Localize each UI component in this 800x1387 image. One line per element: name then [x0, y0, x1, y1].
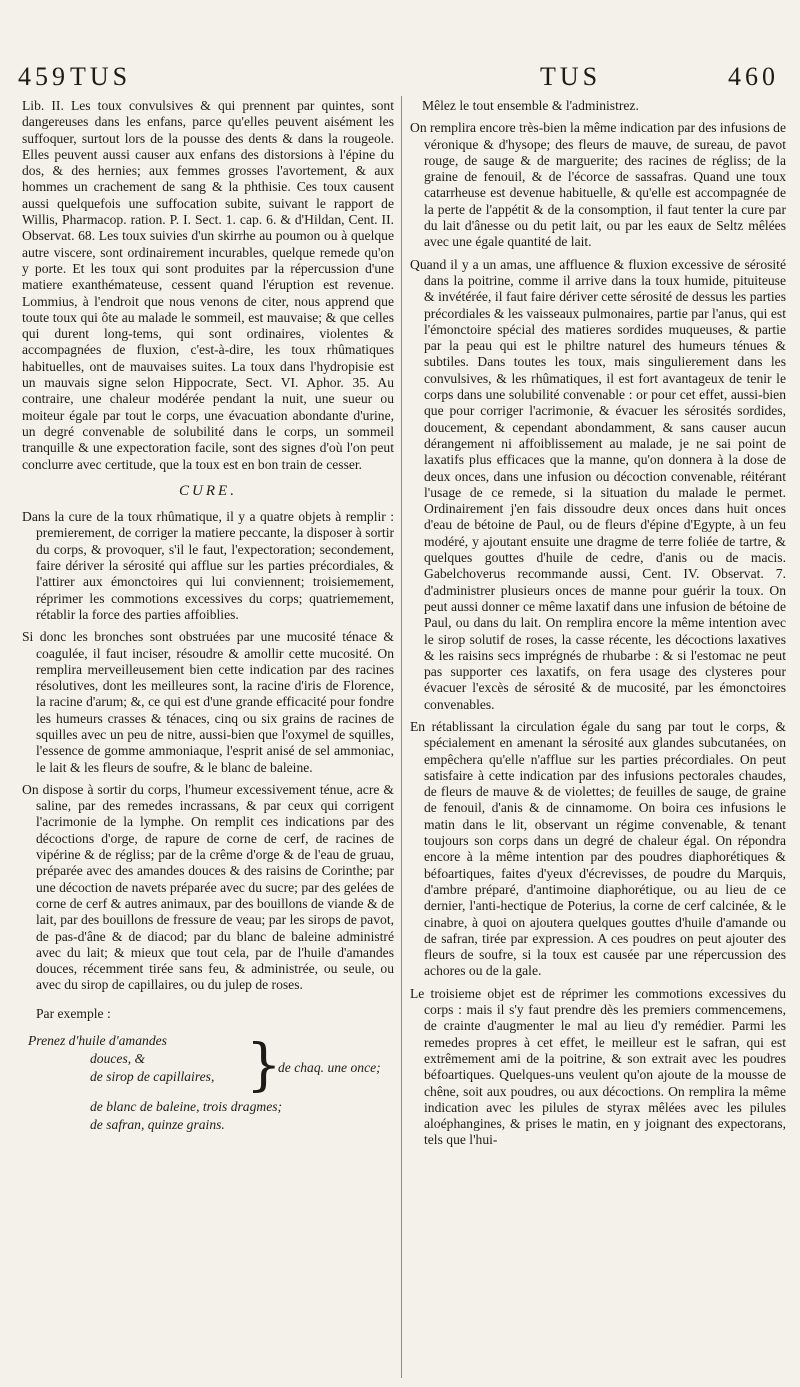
left-column — [22, 98, 394, 1132]
paragraph: On dispose à sortir du corps, l'humeur excessivement ténue, acre & saline, par des remedes incrassans, & par ceux qui corrigent l'acrimonie de la lymphe. On remplit ces indications par des décoctions d'orge, de rapure de corne de cerf, de racines de vipérine & de régliss; par de la crême d'orge & de l'eau de gruau, préparée avec des amandes douces & des raisins de Corinthe; par une décoction de navets préparée avec du sucre; par des gelées de corne de cerf & autres animaux, par des bouillons de viande & de lait, par des bouillons de fressure de veau; par les sirops de pavot, de pas-d'âne & de diacod; par du blanc de baleine administré avec du lait; & mieux que tout cela, par de l'huile d'amandes douces, récemment tirée sans feu, & administrée, ou seule, ou avec du sirop de capillaires, ou du julep de roses. — [22, 781, 394, 993]
brace-icon: } — [246, 1033, 282, 1099]
prescription — [28, 1032, 394, 1132]
right-column — [410, 98, 786, 1155]
paragraph: Lib. II. Les toux convulsives & qui prennent par quintes, sont dangereuses dans les enfans, parce qu'elles peuvent aisément les suffoquer, surtout lors de la pousse des dents & dans la rougeole. Elles peuvent aussi causer aux enfans des distorsions à l'épine du dos, & des hernies; aux femmes grosses l'avortement, & aux hommes un crachement de sang & la phthisie. Ces toux causent aussi quelquefois une suffocation subite, suivant le rapport de Willis, Pharmacop. ration. P. I. Sect. 1. cap. 6. & d'Hildan, Cent. II. Observat. 68. Les toux suivies d'un skirrhe au poumon ou à quelque autre viscere, sont ordinairement incurables, quelque remede qu'on y porte. Et les toux qui sont produites par la répercussion d'une matiere exanthémateuse, cessent quand l'éruption est revenue. Lommius, à l'endroit que nous venons de citer, nous apprend que toute toux qui ôte au malade le sommeil, est mauvaise; & que celles qui durent long-tems, qui sont ordinaires, violentes & accompagnées de fluxion, c'est-à-dire, les toux rhûmatiques habituelles, ont de mauvaises suites. La toux dans l'hydropisie est un mauvais signe selon Hippocrate, Sect. VI. Aphor. 35. Au contraire, une chaleur modérée pendant la nuit, une sueur ou moiteur égale par tout le corps, une évacuation abondante d'urine, un degré convenable de solubilité dans le corps, un sommeil tranquille & une expectoration facile, sont des signes d'où l'on peut conclurre avec certitude, que la toux est en bon train de cesser. — [22, 98, 394, 472]
paragraph: En rétablissant la circulation égale du sang par tout le corps, & spécialement en amenant la sérosité aux glandes subcutanées, on empêchera qu'elle n'afflue sur les parties précordiales. On peut satisfaire à cette indication par des infusions pectorales chaudes, de fleurs de mauve & de violettes; de feuilles de sauge, de graine de fenouil, d'anis & de cinnamome. On boira ces infusions le matin dans le lit, observant un régime convenable, & tenant toujours son corps dans un degré de chaleur égal. On répondra encore à la même intention par des poudres diaphorétiques & béfoartiques, faites d'yeux d'écrevisses, de poudre du Marquis, d'ambre préparé, d'antimoine diaphorétique, ou au lieu de ce dernier, l'anti-hectique de Poterius, la corne de cerf calcinée, & le cinabre, à quoi on ajoutera quelques gouttes d'huile d'amande ou de safran, tirée par expression. A ces poudres on peut ajouter des fleurs de soufre, si la toux est causée par une répercussion des achores ou de la gale. — [410, 718, 786, 979]
page-number-left: 459 — [18, 62, 69, 91]
paragraph: Le troisieme objet est de réprimer les commotions excessives du corps : mais il s'y faut prendre dès les premiers commencemens, de crainte d'augmenter le mal au lieu d'y remédier. Parmi les remedes propres à cet effet, le meilleur est le safran, qui est extrêmement ami de la poitrine, & son extrait avec les poudres béfoartiques. Quelques-uns veulent qu'on ajoute de la mousse de chêne, soit aux poudres, ou aux décoctions. On remplira la même indication avec les pilules de styrax mêlées avec les pilules aloéphangines, & prises le matin, en y joignant des expectorans, tels que l'hui- — [410, 985, 786, 1148]
rx-dose: de chaq. une once; — [278, 1060, 381, 1076]
paragraph: Quand il y a un amas, une affluence & fluxion excessive de sérosité dans la poitrine, comme il arrive dans la toux humide, pituiteuse & invétérée, il faut faire dériver cette sérosité de dessus les parties précordiales & les vaisseaux pulmonaires, partie par l'anus, qui est l'émonctoire spécial des matieres sordides muqueuses, & partie par la peau qui est le philtre naturel des humeurs ténues & subtiles. Dans toutes les toux, mais singulierement dans les convulsives, & les rhûmatiques, il est fort avantageux de tenir le corps dans une solubilité convenable : or pour cet effet, aussi-bien que pour corriger l'acrimonie, & évacuer les sérosités sordides, doucement, & cependant abondamment, & sans causer aucun dérangement ni affoiblissement au malade, je ne sai point de laxatifs plus efficaces que la manne, qu'on donnera à la dose de deux onces, dans une infusion ou décoction convenable, réitérant l'usage de ce remede, si la situation du malade le permet. Ordinairement j'en fais dissoudre deux onces dans huit onces d'eau de bétoine de Paul, ou de fleurs d'épine d'Egypte, à un feu modéré, y ajoutant ensuite une dragme de terre foliée de tartre, & quelques gouttes d'huile de cedre, d'anis ou de macis. Gabelchoverus recommande aussi, Cent. IV. Observat. 7. d'administrer plusieurs onces de manne pour guérir la toux. On peut aussi donner ce même laxatif dans une infusion de bétoine de Paul, ou dans du lait. On remplira encore la même intention avec le sirop solutif de roses, la casse récente, les décoctions laxatives & les raisins secs imprégnés de rhubarbe : & si l'estomac ne peut pas supporter ces laxatifs, on fera usage des clysteres pour évacuer l'excès de sérosité & de mucosité, par les émonctoires convenables. — [410, 256, 786, 712]
paragraph: Si donc les bronches sont obstruées par une mucosité ténace & coagulée, il faut inciser, résoudre & amollir cette mucosité. On remplira merveilleusement bien cette indication par des racines résolutives, dont les meilleures sont, la racine d'iris de Florence, la racine d'arum; &, ce qui est d'une grande efficacité pour fondre les humeurs crasses & ténaces, cinq ou six grains de racines de squilles avec un peu de nitre, aussi-bien que l'oxymel de squilles, l'essence de gomme ammoniaque, l'esprit anisé de sel ammoniac, le lait & les fleurs de soufre, & le blanc de baleine. — [22, 629, 394, 775]
paragraph: Dans la cure de la toux rhûmatique, il y a quatre objets à remplir : premierement, de corriger la matiere peccante, la disposer à sortir du corps, & provoquer, s'il le faut, l'expectoration; secondement, faire dériver la sérosité qui afflue sur les parties précordiales, & l'attirer aux émonctoires qui lui conviennent; troisiemement, réprimer les commotions excessives du corps; quatriemement, rétablir la force des parties affoiblies. — [22, 509, 394, 622]
running-title-left: TUS — [70, 62, 132, 91]
rx-line: de blanc de baleine, trois dragmes; — [90, 1099, 283, 1115]
paragraph: On remplira encore très-bien la même indication par des infusions de véronique & d'hysope; des fleurs de mauve, de sureau, de pavot rouge, de sauge & de marguerite; des racines de régliss; de la graine de fenouil, & de l'écorce de sassafras. Quand une toux catarrheuse est devenue habituelle, & qu'elle est accompagnée de la perte de l'appétit & de la consomption, il faut tenter la cure par du lait d'ânesse ou du petit lait, ou par les eaux de Seltz mêlées avec une égale quantité de lait. — [410, 120, 786, 250]
running-title-right: TUS — [540, 62, 602, 91]
rx-line: Prenez d'huile d'amandes — [28, 1033, 167, 1049]
section-heading: CURE. — [179, 482, 237, 499]
page-number-right: 460 — [728, 62, 779, 91]
rx-line: douces, & — [90, 1051, 146, 1067]
running-header — [0, 62, 800, 96]
rx-line: de sirop de capillaires, — [90, 1069, 215, 1085]
column-divider — [401, 96, 402, 1378]
rx-line: de safran, quinze grains. — [90, 1117, 225, 1133]
example-label: Par exemple : — [36, 1005, 111, 1021]
paragraph: Mêlez le tout ensemble & l'administrez. — [422, 98, 639, 113]
